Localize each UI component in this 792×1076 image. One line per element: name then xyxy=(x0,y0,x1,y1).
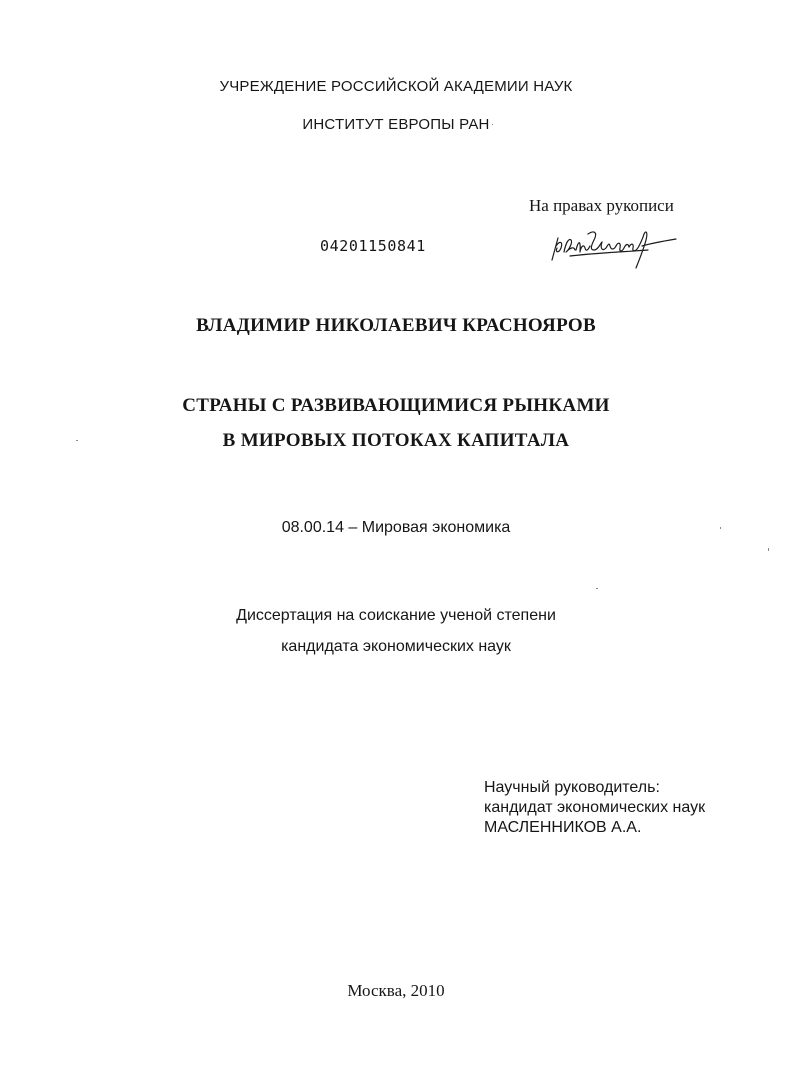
signature-icon xyxy=(536,212,686,272)
scan-speck xyxy=(596,588,598,589)
author-name: ВЛАДИМИР НИКОЛАЕВИЧ КРАСНОЯРОВ xyxy=(196,315,596,336)
manuscript-rights-note: На правах рукописи xyxy=(529,196,674,215)
supervisor-label: Научный руководитель: xyxy=(484,779,660,796)
scan-speck xyxy=(768,548,769,551)
institute-name: ИНСТИТУТ ЕВРОПЫ РАН xyxy=(302,116,490,133)
supervisor-name: МАСЛЕННИКОВ А.А. xyxy=(484,819,642,836)
scan-speck xyxy=(720,527,721,529)
place-and-year: Москва, 2010 xyxy=(347,981,445,1000)
thesis-title-line-2: В МИРОВЫХ ПОТОКАХ КАПИТАЛА xyxy=(222,430,570,451)
institution-name: УЧРЕЖДЕНИЕ РОССИЙСКОЙ АКАДЕМИИ НАУК xyxy=(219,78,573,95)
scan-speck xyxy=(76,440,78,441)
registry-number: 04201150841 xyxy=(320,237,426,255)
degree-line-2: кандидата экономических наук xyxy=(281,638,511,655)
supervisor-degree: кандидат экономических наук xyxy=(484,799,706,816)
thesis-title-line-1: СТРАНЫ С РАЗВИВАЮЩИМИСЯ РЫНКАМИ xyxy=(182,395,610,416)
degree-line-1: Диссертация на соискание ученой степени xyxy=(236,607,556,624)
specialty-code: 08.00.14 – Мировая экономика xyxy=(281,519,511,536)
scan-speck xyxy=(492,124,493,125)
